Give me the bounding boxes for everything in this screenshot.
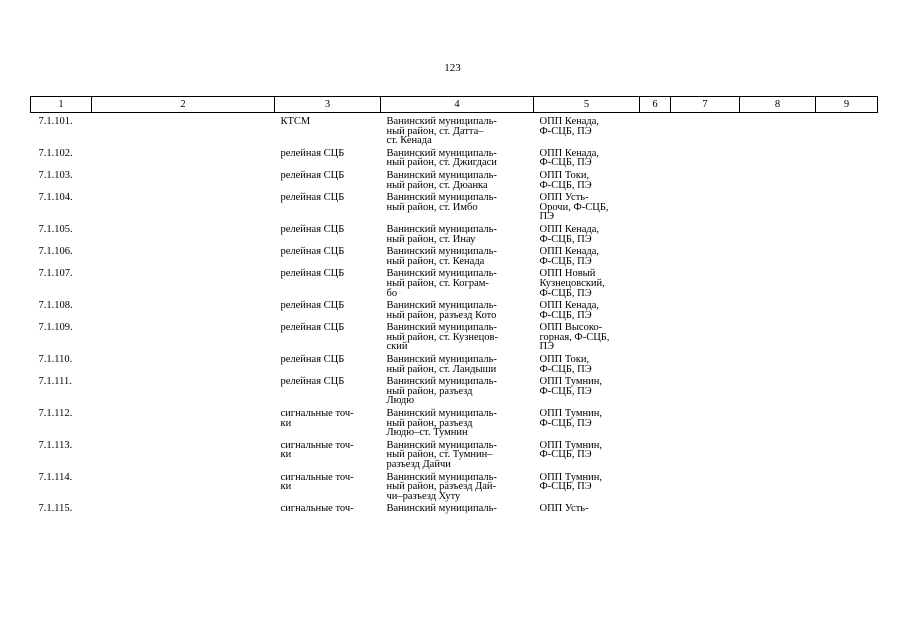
- location: Ванинский муниципаль- ный район, разъезд Кото: [386, 300, 497, 321]
- column-header-5: 5: [534, 97, 640, 113]
- cell-col2: [92, 504, 275, 517]
- cell-col8: [740, 269, 816, 301]
- cell-col2: [92, 473, 275, 505]
- column-header-6: 6: [640, 97, 671, 113]
- cell-col9: [816, 149, 878, 171]
- location: Ванинский муниципаль- ный район, ст. Кузнецов- ский: [386, 322, 498, 353]
- cell-col7: [671, 377, 740, 409]
- table-row: [31, 355, 878, 377]
- location: Ванинский муниципаль- ный район, ст. Ландыши: [386, 354, 497, 375]
- cell-col2: [92, 225, 275, 247]
- cell-col7: [671, 409, 740, 441]
- responsible-unit: ОПП Тумнин, Ф-СЦБ, ПЭ: [539, 408, 603, 429]
- cell-col8: [740, 504, 816, 517]
- cell-col2: [92, 409, 275, 441]
- responsible-unit: ОПП Кенада, Ф-СЦБ, ПЭ: [539, 147, 600, 169]
- column-header-8: 8: [740, 97, 816, 113]
- cell-col9: [816, 323, 878, 355]
- cell-col9: [816, 301, 878, 323]
- cell-col7: [671, 504, 740, 517]
- object-name: релейная СЦБ: [280, 192, 345, 204]
- object-name: сигнальные точ- ки: [280, 439, 354, 461]
- column-header-1: 1: [31, 97, 92, 113]
- row-number: 7.1.104.: [38, 192, 73, 204]
- cell-col7: [671, 149, 740, 171]
- location: Ванинский муниципаль- ный район, ст. Тумнин– разъезд Дайчи: [386, 439, 497, 470]
- object-name: сигнальные точ- ки: [280, 471, 354, 493]
- header-row: [31, 97, 878, 113]
- object-name: сигнальные точ- ки: [280, 408, 354, 429]
- object-name: сигнальные точ-: [280, 503, 354, 515]
- row-number: 7.1.106.: [38, 246, 73, 258]
- cell-col6: [640, 193, 671, 225]
- responsible-unit: ОПП Тумнин, Ф-СЦБ, ПЭ: [539, 471, 603, 493]
- cell-col8: [740, 441, 816, 473]
- responsible-unit: ОПП Усть-: [539, 503, 589, 515]
- location: Ванинский муниципаль- ный район, ст. Кограм- бо: [386, 268, 497, 299]
- location: Ванинский муниципаль- ный район, ст. Кенада: [386, 246, 497, 267]
- cell-col7: [671, 473, 740, 505]
- location: Ванинский муниципаль-: [386, 503, 497, 515]
- row-number: 7.1.110.: [38, 354, 73, 366]
- cell-col9: [816, 193, 878, 225]
- cell-col6: [640, 225, 671, 247]
- cell-col2: [92, 323, 275, 355]
- cell-col7: [671, 269, 740, 301]
- location: Ванинский муниципаль- ный район, разъезд Людю: [386, 376, 497, 407]
- location: Ванинский муниципаль- ный район, ст. Датта– ст. Кенада: [386, 116, 497, 147]
- object-name: релейная СЦБ: [280, 354, 345, 366]
- location: Ванинский муниципаль- ный район, разъезд Людю–ст. Тумнин: [386, 408, 497, 439]
- cell-col6: [640, 377, 671, 409]
- cell-col8: [740, 473, 816, 505]
- row-number: 7.1.107.: [38, 268, 73, 280]
- cell-col8: [740, 149, 816, 171]
- object-name: КТСМ: [280, 116, 311, 127]
- cell-col6: [640, 113, 671, 149]
- cell-col2: [92, 355, 275, 377]
- cell-col6: [640, 441, 671, 473]
- object-name: релейная СЦБ: [280, 268, 345, 280]
- object-name: релейная СЦБ: [280, 223, 345, 235]
- table-row: [31, 473, 878, 505]
- table-row: [31, 409, 878, 441]
- table-row: [31, 149, 878, 171]
- table-row: [31, 323, 878, 355]
- location: Ванинский муниципаль- ный район, ст. Имбо: [386, 192, 497, 213]
- document-table: [30, 96, 878, 517]
- table-row: [31, 301, 878, 323]
- object-name: релейная СЦБ: [280, 246, 345, 258]
- row-number: 7.1.101.: [38, 116, 73, 127]
- location: Ванинский муниципаль- ный район, ст. Инау: [386, 223, 497, 245]
- cell-col9: [816, 355, 878, 377]
- row-number: 7.1.115.: [38, 503, 73, 515]
- cell-col8: [740, 113, 816, 149]
- page-number: 123: [444, 62, 461, 74]
- cell-col8: [740, 409, 816, 441]
- responsible-unit: ОПП Кенада, Ф-СЦБ, ПЭ: [539, 223, 600, 245]
- responsible-unit: ОПП Кенада, Ф-СЦБ, ПЭ: [539, 300, 600, 321]
- cell-col7: [671, 441, 740, 473]
- responsible-unit: ОПП Токи, Ф-СЦБ, ПЭ: [539, 169, 592, 191]
- cell-col6: [640, 473, 671, 505]
- table-row: [31, 504, 878, 517]
- table-row: [31, 441, 878, 473]
- responsible-unit: ОПП Тумнин, Ф-СЦБ, ПЭ: [539, 376, 603, 397]
- location: Ванинский муниципаль- ный район, ст. Дюанка: [386, 169, 497, 191]
- row-number: 7.1.113.: [38, 439, 73, 451]
- cell-col2: [92, 149, 275, 171]
- table-row: [31, 377, 878, 409]
- cell-col7: [671, 113, 740, 149]
- cell-col8: [740, 323, 816, 355]
- row-number: 7.1.114.: [38, 471, 73, 483]
- cell-col9: [816, 113, 878, 149]
- cell-col2: [92, 113, 275, 149]
- table-body: [31, 113, 878, 517]
- table-row: [31, 247, 878, 269]
- cell-col7: [671, 323, 740, 355]
- responsible-unit: ОПП Кенада, Ф-СЦБ, ПЭ: [539, 246, 600, 267]
- cell-col8: [740, 301, 816, 323]
- cell-col8: [740, 247, 816, 269]
- row-number: 7.1.102.: [38, 147, 73, 159]
- cell-col9: [816, 225, 878, 247]
- cell-col8: [740, 171, 816, 193]
- cell-col2: [92, 301, 275, 323]
- responsible-unit: ОПП Высоко- горная, Ф-СЦБ, ПЭ: [539, 322, 610, 353]
- cell-col9: [816, 269, 878, 301]
- table-row: [31, 193, 878, 225]
- cell-col9: [816, 377, 878, 409]
- cell-col6: [640, 355, 671, 377]
- column-header-4: 4: [381, 97, 534, 113]
- cell-col9: [816, 247, 878, 269]
- cell-col6: [640, 301, 671, 323]
- cell-col6: [640, 323, 671, 355]
- responsible-unit: ОПП Тумнин, Ф-СЦБ, ПЭ: [539, 439, 603, 461]
- cell-col7: [671, 247, 740, 269]
- object-name: релейная СЦБ: [280, 322, 345, 334]
- row-number: 7.1.112.: [38, 408, 73, 420]
- responsible-unit: ОПП Усть- Орочи, Ф-СЦБ, ПЭ: [539, 192, 609, 223]
- cell-col8: [740, 355, 816, 377]
- table-row: [31, 269, 878, 301]
- table-row: [31, 225, 878, 247]
- cell-col7: [671, 193, 740, 225]
- responsible-unit: ОПП Токи, Ф-СЦБ, ПЭ: [539, 354, 592, 375]
- cell-col9: [816, 409, 878, 441]
- cell-col9: [816, 504, 878, 517]
- cell-col7: [671, 355, 740, 377]
- table-row: [31, 113, 878, 149]
- row-number: 7.1.111.: [38, 376, 72, 388]
- cell-col7: [671, 171, 740, 193]
- cell-col9: [816, 473, 878, 505]
- object-name: релейная СЦБ: [280, 300, 345, 312]
- cell-col9: [816, 171, 878, 193]
- object-name: релейная СЦБ: [280, 169, 345, 181]
- row-number: 7.1.108.: [38, 300, 73, 312]
- object-name: релейная СЦБ: [280, 147, 345, 159]
- responsible-unit: ОПП Новый Кузнецовский, Ф-СЦБ, ПЭ: [539, 268, 605, 299]
- cell-col2: [92, 247, 275, 269]
- cell-col2: [92, 171, 275, 193]
- cell-col6: [640, 269, 671, 301]
- column-header-9: 9: [816, 97, 878, 113]
- row-number: 7.1.109.: [38, 322, 73, 334]
- cell-col2: [92, 441, 275, 473]
- cell-col6: [640, 171, 671, 193]
- location: Ванинский муниципаль- ный район, разъезд Дай- чи–разъезд Хуту: [386, 471, 497, 502]
- responsible-unit: ОПП Кенада, Ф-СЦБ, ПЭ: [539, 116, 600, 137]
- cell-col9: [816, 441, 878, 473]
- cell-col6: [640, 149, 671, 171]
- table-row: [31, 171, 878, 193]
- row-number: 7.1.103.: [38, 169, 73, 181]
- object-name: релейная СЦБ: [280, 376, 345, 388]
- cell-col8: [740, 377, 816, 409]
- cell-col8: [740, 193, 816, 225]
- cell-col7: [671, 301, 740, 323]
- cell-col6: [640, 247, 671, 269]
- row-number: 7.1.105.: [38, 223, 73, 235]
- cell-col2: [92, 269, 275, 301]
- location: Ванинский муниципаль- ный район, ст. Джигдаси: [386, 147, 497, 169]
- cell-col8: [740, 225, 816, 247]
- column-header-3: 3: [275, 97, 381, 113]
- cell-col6: [640, 504, 671, 517]
- column-header-2: 2: [92, 97, 275, 113]
- cell-col2: [92, 193, 275, 225]
- column-header-7: 7: [671, 97, 740, 113]
- cell-col6: [640, 409, 671, 441]
- table-header: [31, 97, 878, 113]
- cell-col2: [92, 377, 275, 409]
- cell-col7: [671, 225, 740, 247]
